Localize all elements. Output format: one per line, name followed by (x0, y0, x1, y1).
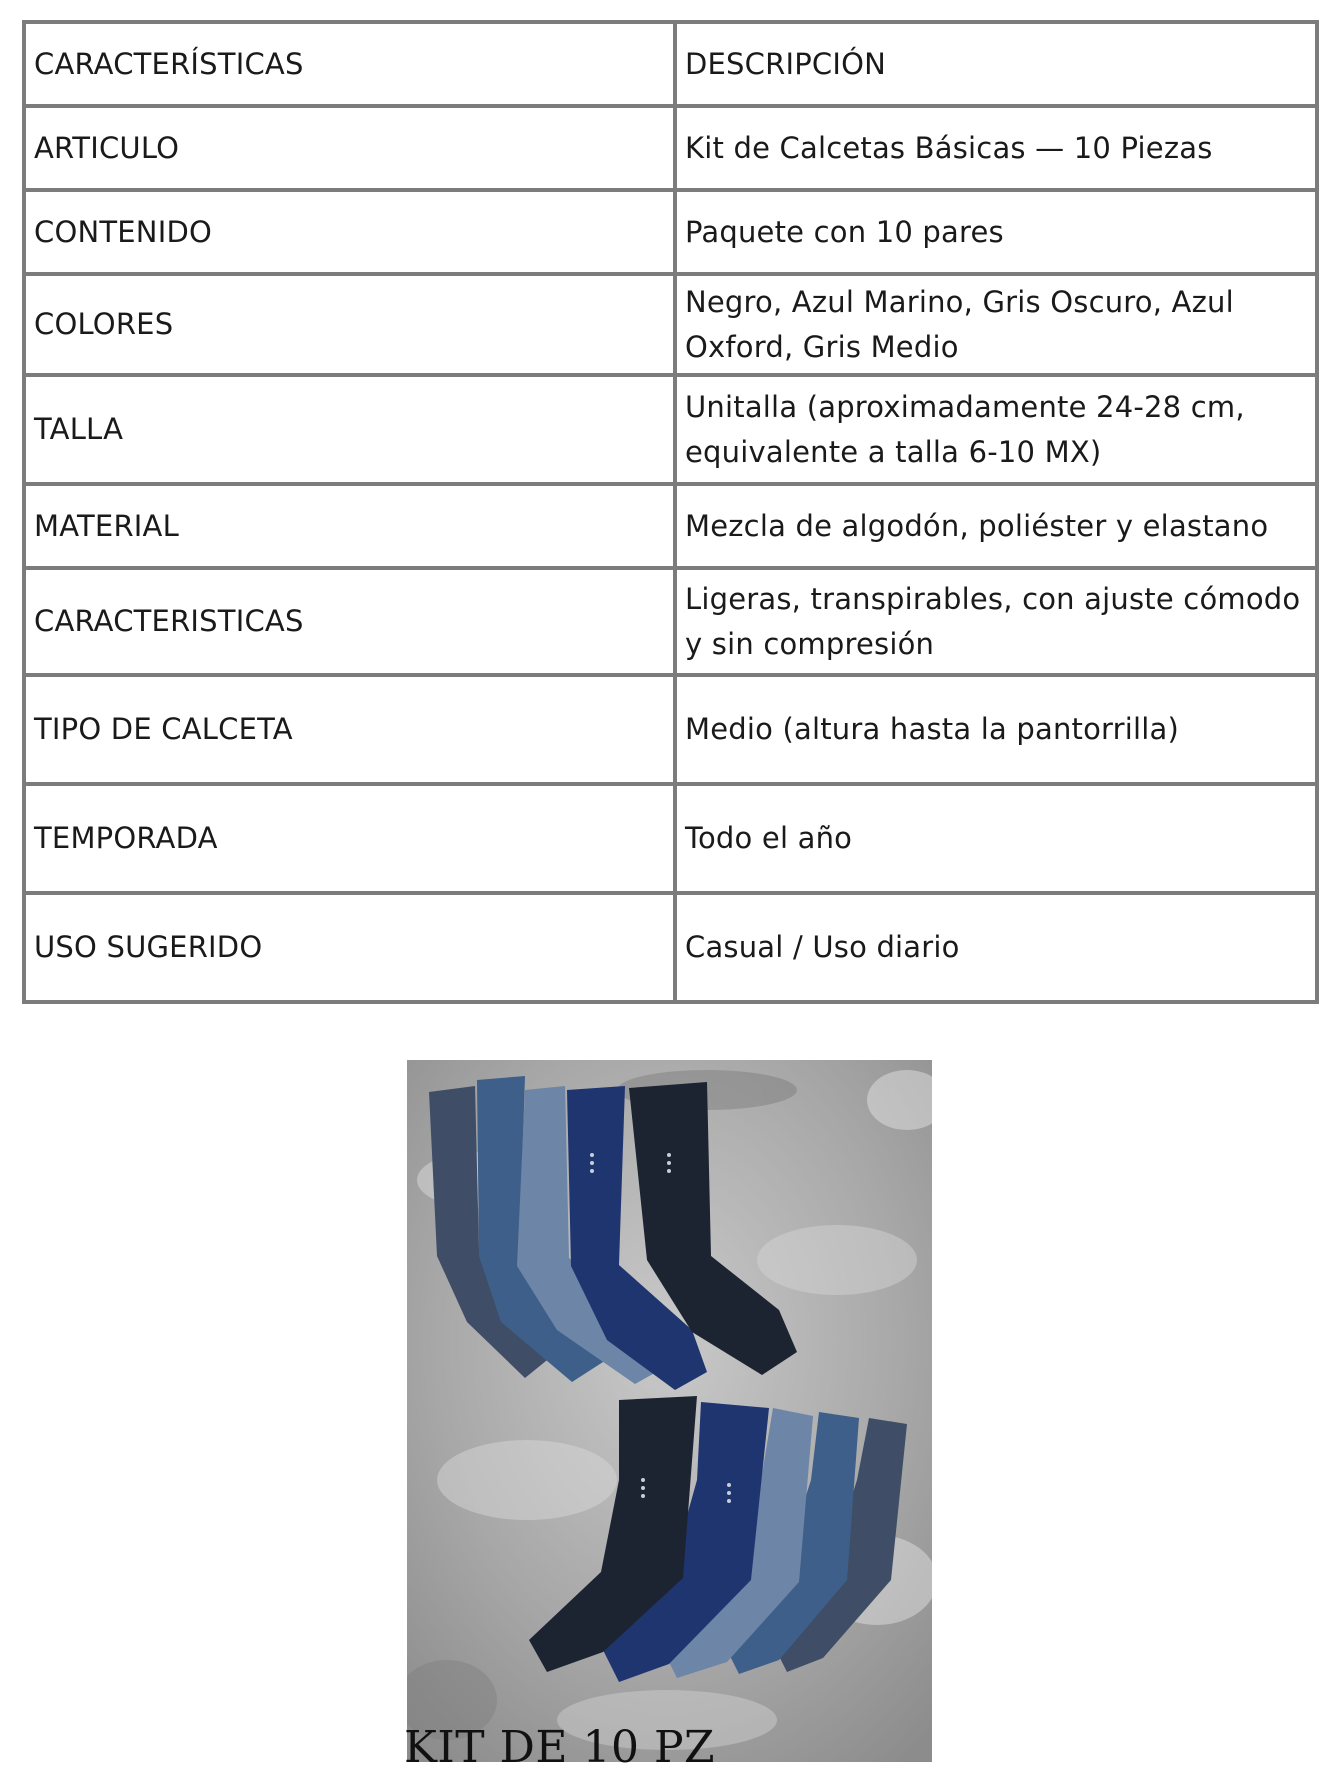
product-photo (407, 1060, 932, 1762)
table-row (24, 274, 1317, 375)
row-value: Casual / Uso diario (675, 893, 1317, 1002)
row-label: MATERIAL (24, 484, 675, 568)
row-value: Ligeras, transpirables, con ajuste cómodo y sin compresión (675, 568, 1317, 675)
header-characteristic: CARACTERÍSTICAS (24, 22, 675, 106)
row-value: Mezcla de algodón, poliéster y elastano (675, 484, 1317, 568)
row-label: COLORES (24, 274, 675, 375)
row-label: USO SUGERIDO (24, 893, 675, 1002)
table-row (24, 568, 1317, 675)
socks-illustration (407, 1060, 932, 1762)
table-header-row (24, 22, 1317, 106)
row-value: Paquete con 10 pares (675, 190, 1317, 274)
table-row (24, 190, 1317, 274)
row-label: CONTENIDO (24, 190, 675, 274)
row-value: Todo el año (675, 784, 1317, 893)
row-label: CARACTERISTICAS (24, 568, 675, 675)
row-value: Kit de Calcetas Básicas — 10 Piezas (675, 106, 1317, 190)
table-row (24, 375, 1317, 484)
table-row (24, 675, 1317, 784)
table-row (24, 893, 1317, 1002)
row-value: Negro, Azul Marino, Gris Oscuro, Azul Oxford, Gris Medio (675, 274, 1317, 375)
table-row (24, 106, 1317, 190)
header-description: DESCRIPCIÓN (675, 22, 1317, 106)
photo-caption: KIT DE 10 PZ (404, 1722, 716, 1773)
row-label: TIPO DE CALCETA (24, 675, 675, 784)
table-row (24, 484, 1317, 568)
row-label: TALLA (24, 375, 675, 484)
table-row (24, 784, 1317, 893)
row-label: ARTICULO (24, 106, 675, 190)
row-label: TEMPORADA (24, 784, 675, 893)
row-value: Medio (altura hasta la pantorrilla) (675, 675, 1317, 784)
row-value: Unitalla (aproximadamente 24-28 cm, equivalente a talla 6-10 MX) (675, 375, 1317, 484)
spec-table (22, 20, 1319, 1004)
